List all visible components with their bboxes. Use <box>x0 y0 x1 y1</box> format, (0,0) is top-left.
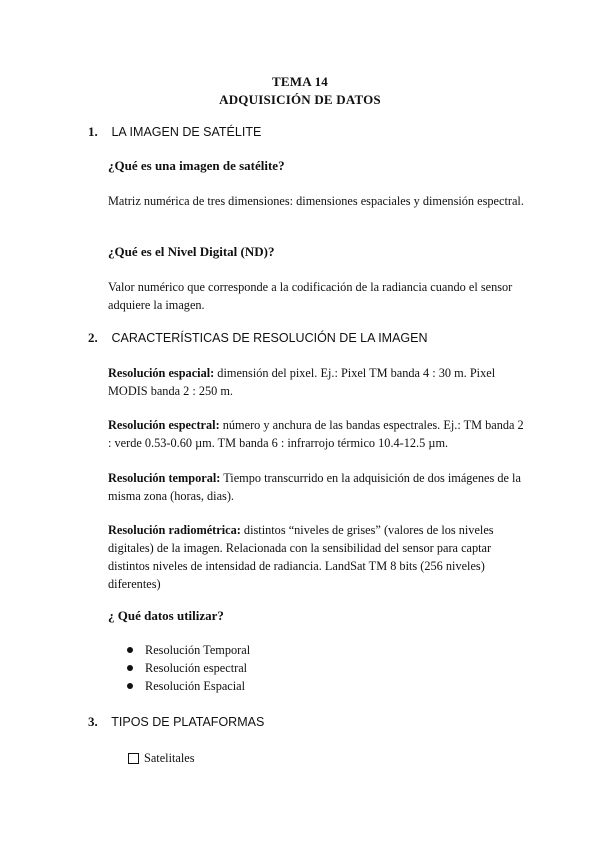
checkbox-label: Satelitales <box>144 751 195 765</box>
section-1-title: LA IMAGEN DE SATÉLITE <box>111 125 262 139</box>
section-1-number: 1. <box>88 124 98 139</box>
section-3-title: TIPOS DE PLATAFORMAS <box>111 715 265 729</box>
section-2-title: CARACTERÍSTICAS DE RESOLUCIÓN DE LA IMAGEN <box>111 331 428 345</box>
spectral-resolution-label: Resolución espectral: <box>108 418 220 432</box>
list-item: Resolución espectral <box>127 659 250 677</box>
topic-number: TEMA 14 <box>272 74 328 89</box>
spectral-resolution-text: número y anchura de las bandas espectrales. Ej.: TM banda 2 : verde 0.53-0.60 µm. TM banda 6 : infrarrojo térmico 10.4-12.5 µm. <box>108 418 524 450</box>
spectral-resolution-paragraph <box>108 416 528 452</box>
section-2-heading <box>88 330 428 346</box>
document-title: ADQUISICIÓN DE DATOS <box>219 92 381 107</box>
question-which-data: ¿ Qué datos utilizar? <box>108 608 224 623</box>
answer-satellite-image: Matriz numérica de tres dimensiones: dimensiones espaciales y dimensión espectral. <box>108 194 524 208</box>
section-1-heading <box>88 124 261 140</box>
temporal-resolution-label: Resolución temporal: <box>108 471 221 485</box>
resolution-bullet-list <box>127 641 250 695</box>
satelitales-checkbox-item <box>128 749 195 767</box>
temporal-resolution-paragraph <box>108 469 528 505</box>
bullet-icon <box>127 665 133 671</box>
section-3-number: 3. <box>88 714 98 729</box>
section-2-number: 2. <box>88 330 98 345</box>
bullet-icon <box>127 647 133 653</box>
spatial-resolution-text: dimensión del pixel. Ej.: Pixel TM banda 4 : 30 m. Pixel MODIS banda 2 : 250 m. <box>108 366 496 398</box>
radiometric-resolution-paragraph <box>108 521 528 593</box>
spatial-resolution-label: Resolución espacial: <box>108 366 215 380</box>
checkbox-icon <box>128 753 139 764</box>
spatial-resolution-paragraph <box>108 364 528 400</box>
question-digital-level: ¿Qué es el Nivel Digital (ND)? <box>108 244 275 259</box>
section-3-heading <box>88 714 264 730</box>
radiometric-resolution-text: distintos “niveles de grises” (valores de los niveles digitales) de la imagen. Relacionada con la sensibilidad del sensor para captar distintos niveles de intensidad de radiancia. LandSat TM 8 bits (256 niveles) diferentes) <box>108 523 494 591</box>
radiometric-resolution-label: Resolución radiométrica: <box>108 523 241 537</box>
answer-digital-level: Valor numérico que corresponde a la codificación de la radiancia cuando el sensor adquiere la imagen. <box>108 280 513 312</box>
question-satellite-image: ¿Qué es una imagen de satélite? <box>108 158 285 173</box>
bullet-icon <box>127 683 133 689</box>
list-item: Resolución Temporal <box>127 641 250 659</box>
temporal-resolution-text: Tiempo transcurrido en la adquisición de dos imágenes de la misma zona (horas, dias). <box>108 471 521 503</box>
list-item: Resolución Espacial <box>127 677 250 695</box>
